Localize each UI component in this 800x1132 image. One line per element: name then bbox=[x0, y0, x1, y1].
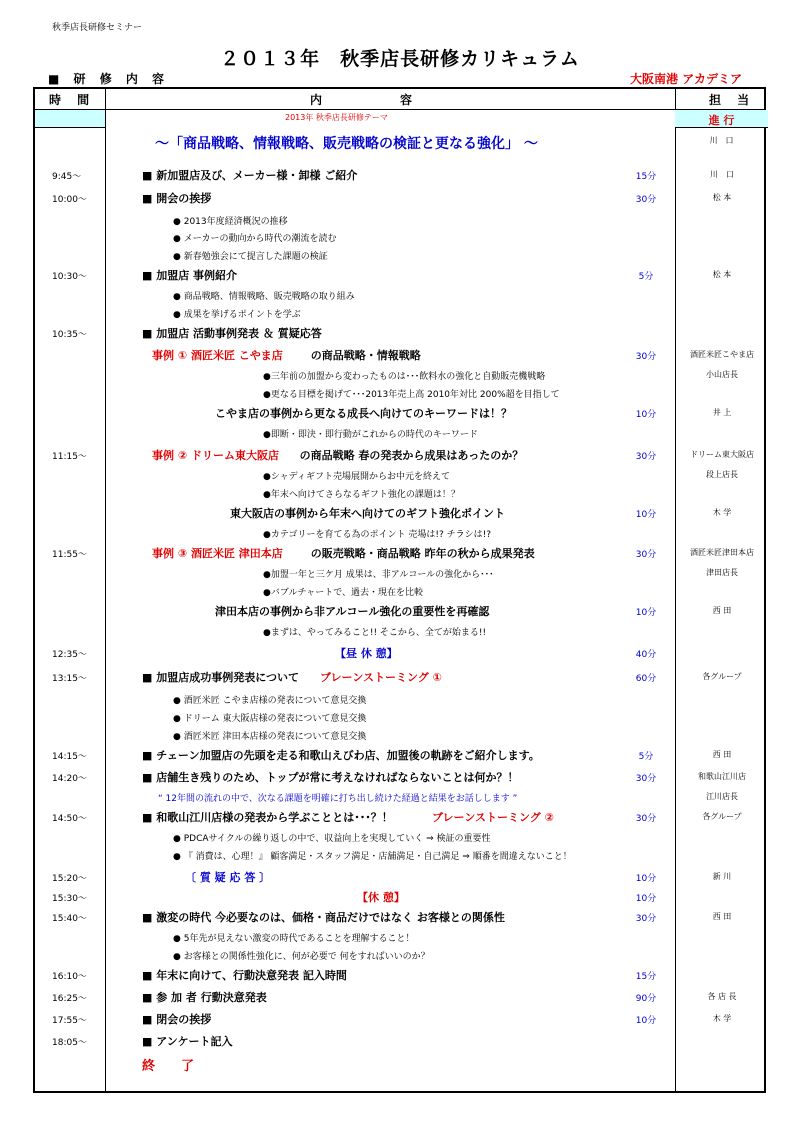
table-row bbox=[35, 522, 764, 544]
row-duration: 5分 bbox=[638, 752, 654, 762]
table-row bbox=[35, 886, 764, 908]
row-time: 16:10～ bbox=[52, 972, 87, 982]
theme-label: 2013年 秋季店長研修テーマ bbox=[285, 113, 388, 122]
row-time: 16:25～ bbox=[52, 994, 87, 1004]
row-person: ドリーム東大阪店 bbox=[690, 450, 754, 459]
table-row bbox=[35, 844, 764, 866]
row-highlight: ブレーンストーミング ① bbox=[320, 671, 442, 684]
row-duration: 15分 bbox=[635, 972, 657, 982]
table-row bbox=[35, 620, 764, 642]
row-highlight: 事例 ③ 酒匠米匠 津田本店 bbox=[152, 547, 283, 560]
table-row bbox=[35, 1052, 764, 1074]
row-content: ● 『 消費は、心理！』 顧客満足・スタッフ満足・店舗満足・自己満足 ⇒ 順番を間違えないこと！ bbox=[173, 852, 572, 862]
row-content: 【休 憩】 bbox=[357, 891, 405, 904]
table-row bbox=[35, 187, 764, 209]
row-person: 西 田 bbox=[712, 606, 732, 615]
table-row bbox=[35, 1008, 764, 1030]
row-person: 松 本 bbox=[712, 270, 732, 279]
row-duration: 10分 bbox=[635, 894, 657, 904]
row-person: 小山店長 bbox=[706, 370, 738, 379]
row-time: 13:15～ bbox=[52, 674, 87, 684]
table-row bbox=[35, 866, 764, 888]
row-content: ● ドリーム 東大阪店様の発表について意見交換 bbox=[173, 714, 367, 724]
row-content: の商品戦略 春の発表から成果はあったのか？ bbox=[299, 449, 524, 462]
row-time: 11:55～ bbox=[52, 550, 87, 560]
row-person: 酒匠米匠こやま店 bbox=[690, 350, 754, 359]
table-row bbox=[35, 542, 764, 564]
row-content: 〔 質 疑 応 答 〕 bbox=[185, 871, 271, 884]
section-heading: ■ 研 修 内 容 bbox=[48, 72, 170, 86]
row-highlight: 事例 ① 酒匠米匠 こやま店 bbox=[152, 349, 283, 362]
row-content: ● 新春勉強会にて提言した課題の検証 bbox=[173, 252, 328, 262]
row-person: 江川店長 bbox=[706, 792, 738, 801]
table-row bbox=[35, 580, 764, 602]
row-duration: 10分 bbox=[635, 410, 657, 420]
row-content: の商品戦略・情報戦略 bbox=[310, 349, 421, 362]
table-row bbox=[35, 422, 764, 444]
table-row bbox=[35, 906, 764, 928]
row-content: ■ チェーン加盟店の先頭を走る和歌山えびわ店、加盟後の軌跡をご紹介します。 bbox=[142, 749, 540, 762]
row-person: 木 学 bbox=[712, 508, 732, 517]
row-duration: 60分 bbox=[635, 674, 657, 684]
row-person: 西 田 bbox=[712, 912, 732, 921]
table-row bbox=[35, 502, 764, 524]
row-content: ■ 加盟店 活動事例発表 ＆ 質疑応答 bbox=[142, 327, 322, 340]
row-person: 和歌山江川店 bbox=[698, 772, 746, 781]
theme-shade bbox=[35, 110, 105, 128]
row-duration: 40分 bbox=[635, 650, 657, 660]
row-content: ■ 店舗生き残りのため、トップが常に考えなければならないことは何か？！ bbox=[142, 771, 519, 784]
row-person: 津田店長 bbox=[706, 568, 738, 577]
row-time: 15:30～ bbox=[52, 894, 87, 904]
row-content: ■ 激変の時代 今必要なのは、価格・商品だけではなく お客様との関係性 bbox=[142, 911, 505, 924]
row-duration: 30分 bbox=[635, 914, 657, 924]
row-content: ●バブルチャートで、過去・現在を比較 bbox=[263, 588, 424, 598]
row-time: 18:05～ bbox=[52, 1038, 87, 1048]
table-row bbox=[35, 666, 764, 688]
row-content: 津田本店の事例から非アルコール強化の重要性を再確認 bbox=[215, 605, 490, 618]
table-row bbox=[35, 322, 764, 344]
row-content: ■ 新加盟店及び、メーカー様・卸様 ご紹介 bbox=[142, 169, 358, 182]
header-person: 担 当 bbox=[709, 93, 756, 107]
row-content: こやま店の事例から更なる成長へ向けてのキーワードは！？ bbox=[215, 407, 512, 420]
table-row bbox=[35, 302, 764, 324]
row-time: 11:15～ bbox=[52, 452, 87, 462]
row-person: 各グループ bbox=[702, 812, 742, 821]
table-row bbox=[35, 382, 764, 404]
row-time: 9:45～ bbox=[52, 172, 82, 182]
table-row bbox=[35, 986, 764, 1008]
row-duration: 30分 bbox=[635, 195, 657, 205]
row-content: 東大阪店の事例から年末へ向けてのギフト強化ポイント bbox=[230, 507, 505, 520]
document-label: 秋季店長研修セミナー bbox=[52, 23, 143, 33]
table-row bbox=[35, 786, 764, 808]
row-content: ■ アンケート記入 bbox=[142, 1035, 233, 1048]
table-row bbox=[35, 766, 764, 788]
row-content: ● 酒匠米匠 津田本店様の発表について意見交換 bbox=[173, 732, 367, 742]
row-content: ●加盟一年と三ケ月 成果は、非アルコールの強化から･･･ bbox=[263, 570, 494, 580]
table-row bbox=[35, 724, 764, 746]
row-content: ●まずは、やってみること!! そこから、全てが始まる!! bbox=[263, 628, 487, 638]
row-content: ■ 開会の挨拶 bbox=[142, 192, 212, 205]
row-highlight: 事例 ② ドリーム東大阪店 bbox=[152, 449, 279, 462]
table-row bbox=[35, 964, 764, 986]
row-content: ■ 加盟店成功事例発表について bbox=[142, 671, 300, 684]
row-time: 12:35～ bbox=[52, 650, 87, 660]
row-content: 【昼 休 憩】 bbox=[335, 647, 398, 660]
row-content: ●シャディギフト売場展開からお中元を終えて bbox=[263, 472, 450, 482]
table-row bbox=[35, 944, 764, 966]
row-duration: 30分 bbox=[635, 550, 657, 560]
curriculum-table bbox=[33, 87, 766, 1093]
row-duration: 5分 bbox=[638, 272, 654, 282]
table-row bbox=[35, 744, 764, 766]
table-row bbox=[35, 264, 764, 286]
row-content: ● 成果を挙げるポイントを学ぶ bbox=[173, 310, 301, 320]
row-highlight: ブレーンストーミング ② bbox=[432, 811, 554, 824]
table-row bbox=[35, 402, 764, 424]
row-content: “ 12年間の流れの中で、次なる課題を明確に打ち出し続けた経過と結果をお話しします ” bbox=[158, 794, 518, 804]
row-time: 10:35～ bbox=[52, 330, 87, 340]
row-duration: 10分 bbox=[635, 608, 657, 618]
row-duration: 90分 bbox=[635, 994, 657, 1004]
row-person: 新 川 bbox=[712, 872, 732, 881]
row-person: 木 学 bbox=[712, 1014, 732, 1023]
row-time: 15:40～ bbox=[52, 914, 87, 924]
header-content: 内 容 bbox=[310, 93, 419, 107]
row-duration: 30分 bbox=[635, 774, 657, 784]
row-content: ■ 加盟店 事例紹介 bbox=[142, 269, 238, 282]
row-time: 14:15～ bbox=[52, 752, 87, 762]
row-content: ■ 年末に向けて、行動決意発表 記入時間 bbox=[142, 969, 347, 982]
row-person: 井 上 bbox=[712, 408, 732, 417]
row-content: ● PDCAサイクルの繰り返しの中で、収益向上を実現していく ⇒ 検証の重要性 bbox=[173, 834, 491, 844]
table-row bbox=[35, 444, 764, 466]
row-time: 14:50～ bbox=[52, 814, 87, 824]
table-row bbox=[35, 344, 764, 366]
row-person: 各 店 長 bbox=[707, 992, 737, 1001]
table-row bbox=[35, 1030, 764, 1052]
organizer-label: 大阪南港 アカデミア bbox=[630, 72, 743, 86]
row-duration: 30分 bbox=[635, 452, 657, 462]
row-time: 10:30～ bbox=[52, 272, 87, 282]
row-content: ●三年前の加盟から変わったものは･･･飲料水の強化と自動販売機戦略 bbox=[263, 372, 546, 382]
row-time: 10:00～ bbox=[52, 195, 87, 205]
row-content: ● 5年先が見えない激変の時代であることを理解すること！ bbox=[173, 934, 415, 944]
table-row bbox=[35, 806, 764, 828]
row-person: 酒匠米匠津田本店 bbox=[690, 548, 754, 557]
row-duration: 30分 bbox=[635, 352, 657, 362]
row-content: ■ 閉会の挨拶 bbox=[142, 1013, 212, 1026]
row-content: ● 酒匠米匠 こやま店様の発表について意見交換 bbox=[173, 696, 367, 706]
row-duration: 10分 bbox=[635, 874, 657, 884]
row-person: 松 本 bbox=[712, 193, 732, 202]
row-time: 14:20～ bbox=[52, 774, 87, 784]
table-row bbox=[35, 642, 764, 664]
row-content: ● お客様との関係性強化に、何が必要で 何をすればいいのか？ bbox=[173, 952, 430, 962]
role-label: 進 行 bbox=[708, 114, 735, 127]
table-row bbox=[35, 244, 764, 266]
row-duration: 10分 bbox=[635, 510, 657, 520]
row-content: ● 商品戦略、情報戦略、販売戦略の取り組み bbox=[173, 292, 355, 302]
row-content: ■ 参 加 者 行動決意発表 bbox=[142, 991, 267, 1004]
row-content: ■ 和歌山江川店様の発表から学ぶこととは･･･？！ bbox=[142, 811, 393, 824]
row-duration: 30分 bbox=[635, 814, 657, 824]
row-time: 15:20～ bbox=[52, 874, 87, 884]
table-row bbox=[35, 600, 764, 622]
table-row bbox=[35, 164, 764, 186]
row-content: ● メーカーの動向から時代の潮流を読む bbox=[173, 234, 337, 244]
row-content: ●即断・即決・即行動がこれからの時代のキーワード bbox=[263, 430, 478, 440]
role-person: 川 口 bbox=[709, 136, 734, 145]
row-person: 段上店長 bbox=[706, 470, 738, 479]
row-content: の販売戦略・商品戦略 昨年の秋から成果発表 bbox=[310, 547, 535, 560]
row-content: ●カテゴリーを育てる為のポイント 売場は!? チラシは!? bbox=[263, 530, 491, 540]
row-time: 17:55～ bbox=[52, 1016, 87, 1026]
theme-text: ～「商品戦略、情報戦略、販売戦略の検証と更なる強化」 ～ bbox=[155, 136, 538, 152]
row-person: 川 口 bbox=[710, 170, 734, 179]
table-row bbox=[35, 482, 764, 504]
page-title: ２０１３年 秋季店長研修カリキュラム bbox=[220, 48, 580, 70]
table-header bbox=[35, 89, 764, 110]
header-time: 時 間 bbox=[49, 93, 96, 107]
row-content: 終 了 bbox=[142, 1059, 195, 1074]
row-content: ●更なる目標を掲げて･･･2013年売上高 2010年対比 200%超を目指して bbox=[263, 390, 560, 400]
row-content: ●年末へ向けてさらなるギフト強化の課題は！？ bbox=[263, 490, 460, 500]
row-person: 西 田 bbox=[712, 750, 732, 759]
row-content: ● 2013年度経済概況の推移 bbox=[173, 217, 288, 227]
row-duration: 15分 bbox=[635, 172, 657, 182]
row-person: 各グループ bbox=[702, 672, 742, 681]
row-duration: 10分 bbox=[635, 1016, 657, 1026]
